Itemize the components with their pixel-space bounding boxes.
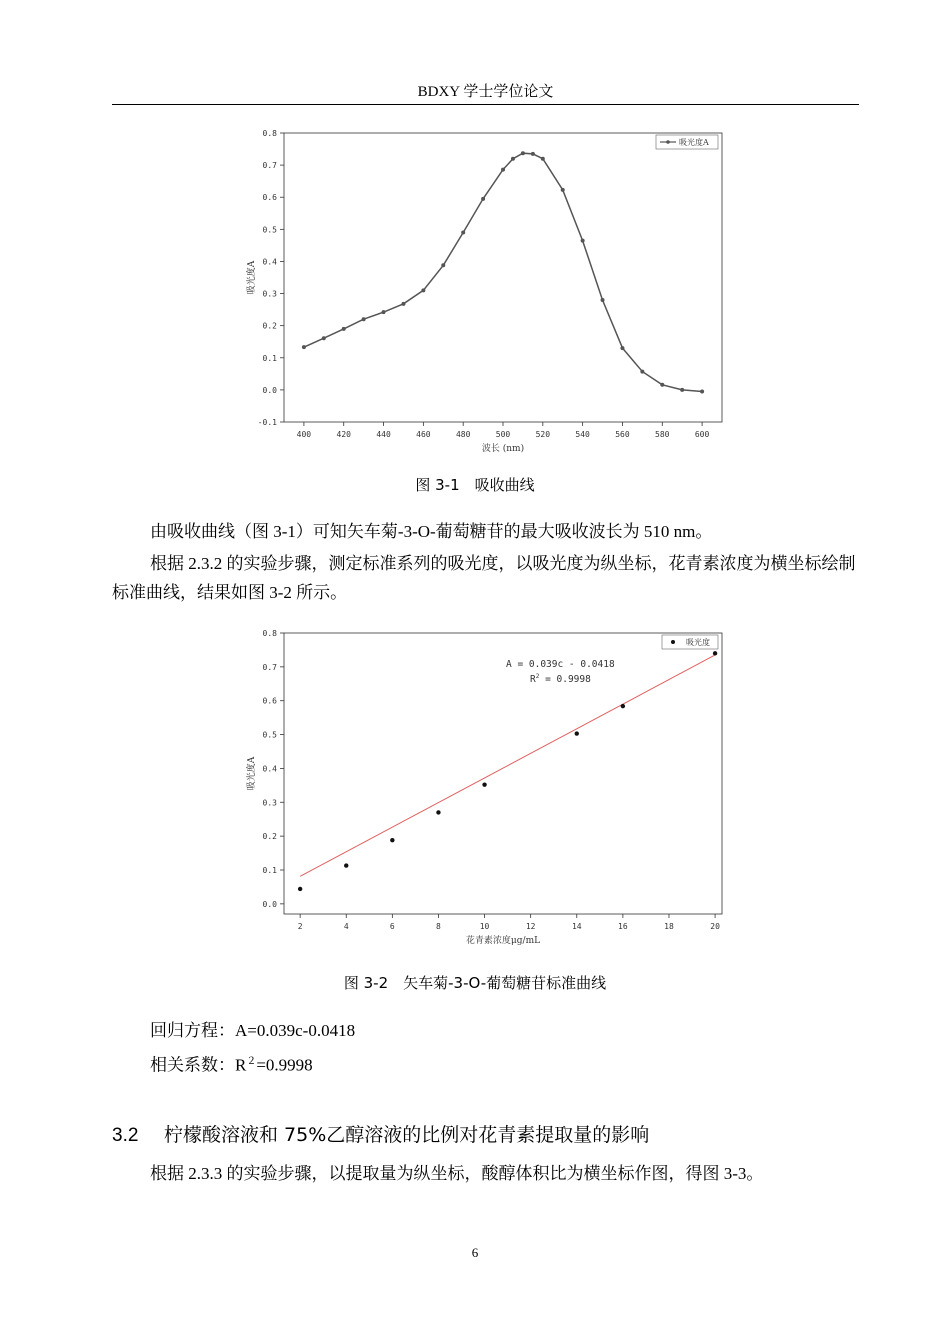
- y-tick-label: 0.7: [262, 161, 277, 171]
- y-tick-label: 0.8: [262, 629, 277, 638]
- y-tick-label: 0.7: [262, 662, 277, 672]
- y-tick-label: 0.1: [262, 353, 277, 363]
- figure2-caption: 图 3-2 矢车菊-3-O-葡萄糖苷标准曲线: [343, 974, 607, 992]
- y-tick-label: -0.1: [257, 418, 277, 427]
- data-point: [481, 197, 485, 201]
- legend-marker: [671, 640, 675, 644]
- data-point: [441, 263, 445, 267]
- x-tick-label: 420: [336, 430, 351, 439]
- data-point: [344, 863, 348, 867]
- figure-standard-curve: [230, 620, 730, 960]
- x-tick-label: 18: [664, 922, 674, 931]
- r2-annotation: $R^2 = 0.9998$: [530, 673, 591, 685]
- x-tick-label: 4: [343, 922, 349, 931]
- data-point: [700, 389, 704, 393]
- x-tick-label: 540: [575, 430, 590, 439]
- data-point: [382, 310, 386, 314]
- x-tick-label: 400: [296, 430, 312, 439]
- running-header: BDXY 学士学位论文: [417, 84, 554, 100]
- standard-curve-chart: [230, 620, 730, 960]
- section-number: 3.2: [112, 1125, 139, 1146]
- paragraph-1: 由吸收曲线（图 3-1）可知矢车菊-3-O-葡萄糖苷的最大吸收波长为 510 nm。: [150, 522, 713, 541]
- data-point: [640, 370, 644, 374]
- correlation-superscript: ２: [246, 1056, 257, 1067]
- data-point: [390, 838, 394, 842]
- x-tick-label: 2: [297, 922, 303, 931]
- data-point: [621, 704, 625, 708]
- correlation-r: R: [235, 1055, 247, 1075]
- y-tick-label: 0.0: [262, 899, 277, 909]
- x-axis-label: 波长 (nm): [481, 444, 525, 454]
- legend-marker: [666, 140, 670, 144]
- data-point: [298, 887, 302, 891]
- x-tick-label: 440: [376, 430, 391, 439]
- data-point: [531, 152, 535, 156]
- data-point: [575, 731, 579, 735]
- x-tick-label: 560: [615, 430, 630, 439]
- regression-line: [112, 1016, 862, 1045]
- correlation-value: =0.9998: [256, 1055, 313, 1075]
- data-point: [680, 388, 684, 392]
- correlation-label: 相关系数：: [150, 1055, 235, 1075]
- data-point: [501, 168, 505, 172]
- regression-label: 回归方程：: [150, 1021, 235, 1040]
- x-tick-label: 8: [436, 922, 441, 931]
- legend-label: 吸光度: [686, 638, 710, 647]
- data-point: [436, 810, 440, 814]
- x-tick-label: 6: [389, 922, 395, 931]
- y-tick-label: 0.1: [262, 865, 277, 875]
- equation-annotation: A = 0.039c - 0.0418: [506, 659, 615, 670]
- y-tick-label: 0.4: [262, 257, 277, 267]
- x-tick-label: 520: [535, 430, 551, 439]
- paragraph-2: 根据 2.3.2 的实验步骤，测定标准系列的吸光度，以吸光度为纵坐标，花青素浓度为横坐标绘制标准曲线，结果如图 3-2 所示。: [112, 554, 856, 602]
- paragraph-3: 根据 2.3.3 的实验步骤，以提取量为纵坐标，酸醇体积比为横坐标作图，得图 3-3。: [150, 1164, 764, 1183]
- y-tick-label: 0.5: [262, 730, 277, 740]
- section-heading: [112, 1120, 649, 1147]
- page-number: 6: [471, 1245, 479, 1260]
- data-point: [511, 157, 515, 161]
- figure-absorption-curve: [230, 120, 730, 460]
- data-point: [461, 231, 465, 235]
- data-point: [581, 239, 585, 243]
- y-tick-label: 0.2: [262, 321, 277, 331]
- y-tick-label: 0.5: [262, 225, 277, 235]
- x-tick-label: 12: [525, 922, 536, 931]
- data-point: [342, 327, 346, 331]
- y-tick-label: 0.3: [262, 798, 277, 808]
- data-point: [541, 157, 545, 161]
- data-point: [713, 651, 717, 655]
- plot-frame: [284, 133, 722, 422]
- data-point: [521, 151, 525, 155]
- y-axis-label: 吸光度A: [247, 756, 257, 791]
- x-tick-label: 20: [710, 922, 720, 931]
- data-point: [421, 288, 425, 292]
- x-tick-label: 10: [479, 922, 490, 931]
- x-tick-label: 16: [618, 922, 628, 931]
- data-point: [401, 302, 405, 306]
- x-tick-label: 500: [495, 430, 511, 439]
- header-rule: [112, 104, 859, 105]
- y-tick-label: 0.6: [262, 193, 277, 203]
- x-axis-label: 花青素浓度μg/mL: [465, 936, 541, 946]
- data-point: [362, 317, 366, 321]
- correlation-line: [112, 1047, 862, 1080]
- figure1-caption: 图 3-1 吸收曲线: [415, 476, 535, 494]
- x-tick-label: 460: [416, 430, 431, 439]
- data-point: [322, 336, 326, 340]
- y-tick-label: 0.0: [262, 385, 277, 395]
- series-line: [304, 153, 702, 391]
- data-point: [601, 298, 605, 302]
- x-tick-label: 580: [655, 430, 670, 439]
- data-point: [482, 782, 486, 786]
- data-point: [561, 188, 565, 192]
- data-point: [660, 383, 664, 387]
- data-point: [302, 345, 306, 349]
- y-tick-label: 0.2: [262, 832, 277, 842]
- section-title: 柠檬酸溶液和 75%乙醇溶液的比例对花青素提取量的影响: [164, 1124, 650, 1146]
- x-tick-label: 14: [571, 922, 582, 931]
- x-tick-label: 600: [694, 430, 710, 439]
- y-tick-label: 0.4: [262, 764, 277, 774]
- fit-line: [300, 655, 715, 876]
- y-tick-label: 0.3: [262, 289, 277, 299]
- plot-frame: [284, 633, 722, 914]
- data-point: [620, 346, 624, 350]
- y-tick-label: 0.6: [262, 696, 277, 706]
- y-tick-label: 0.8: [262, 129, 277, 138]
- legend-label: 吸光度A: [679, 138, 709, 147]
- regression-value: A=0.039c-0.0418: [235, 1021, 356, 1040]
- absorption-chart: [230, 120, 730, 460]
- x-tick-label: 480: [455, 430, 471, 439]
- y-axis-label: 吸光度A: [247, 260, 257, 295]
